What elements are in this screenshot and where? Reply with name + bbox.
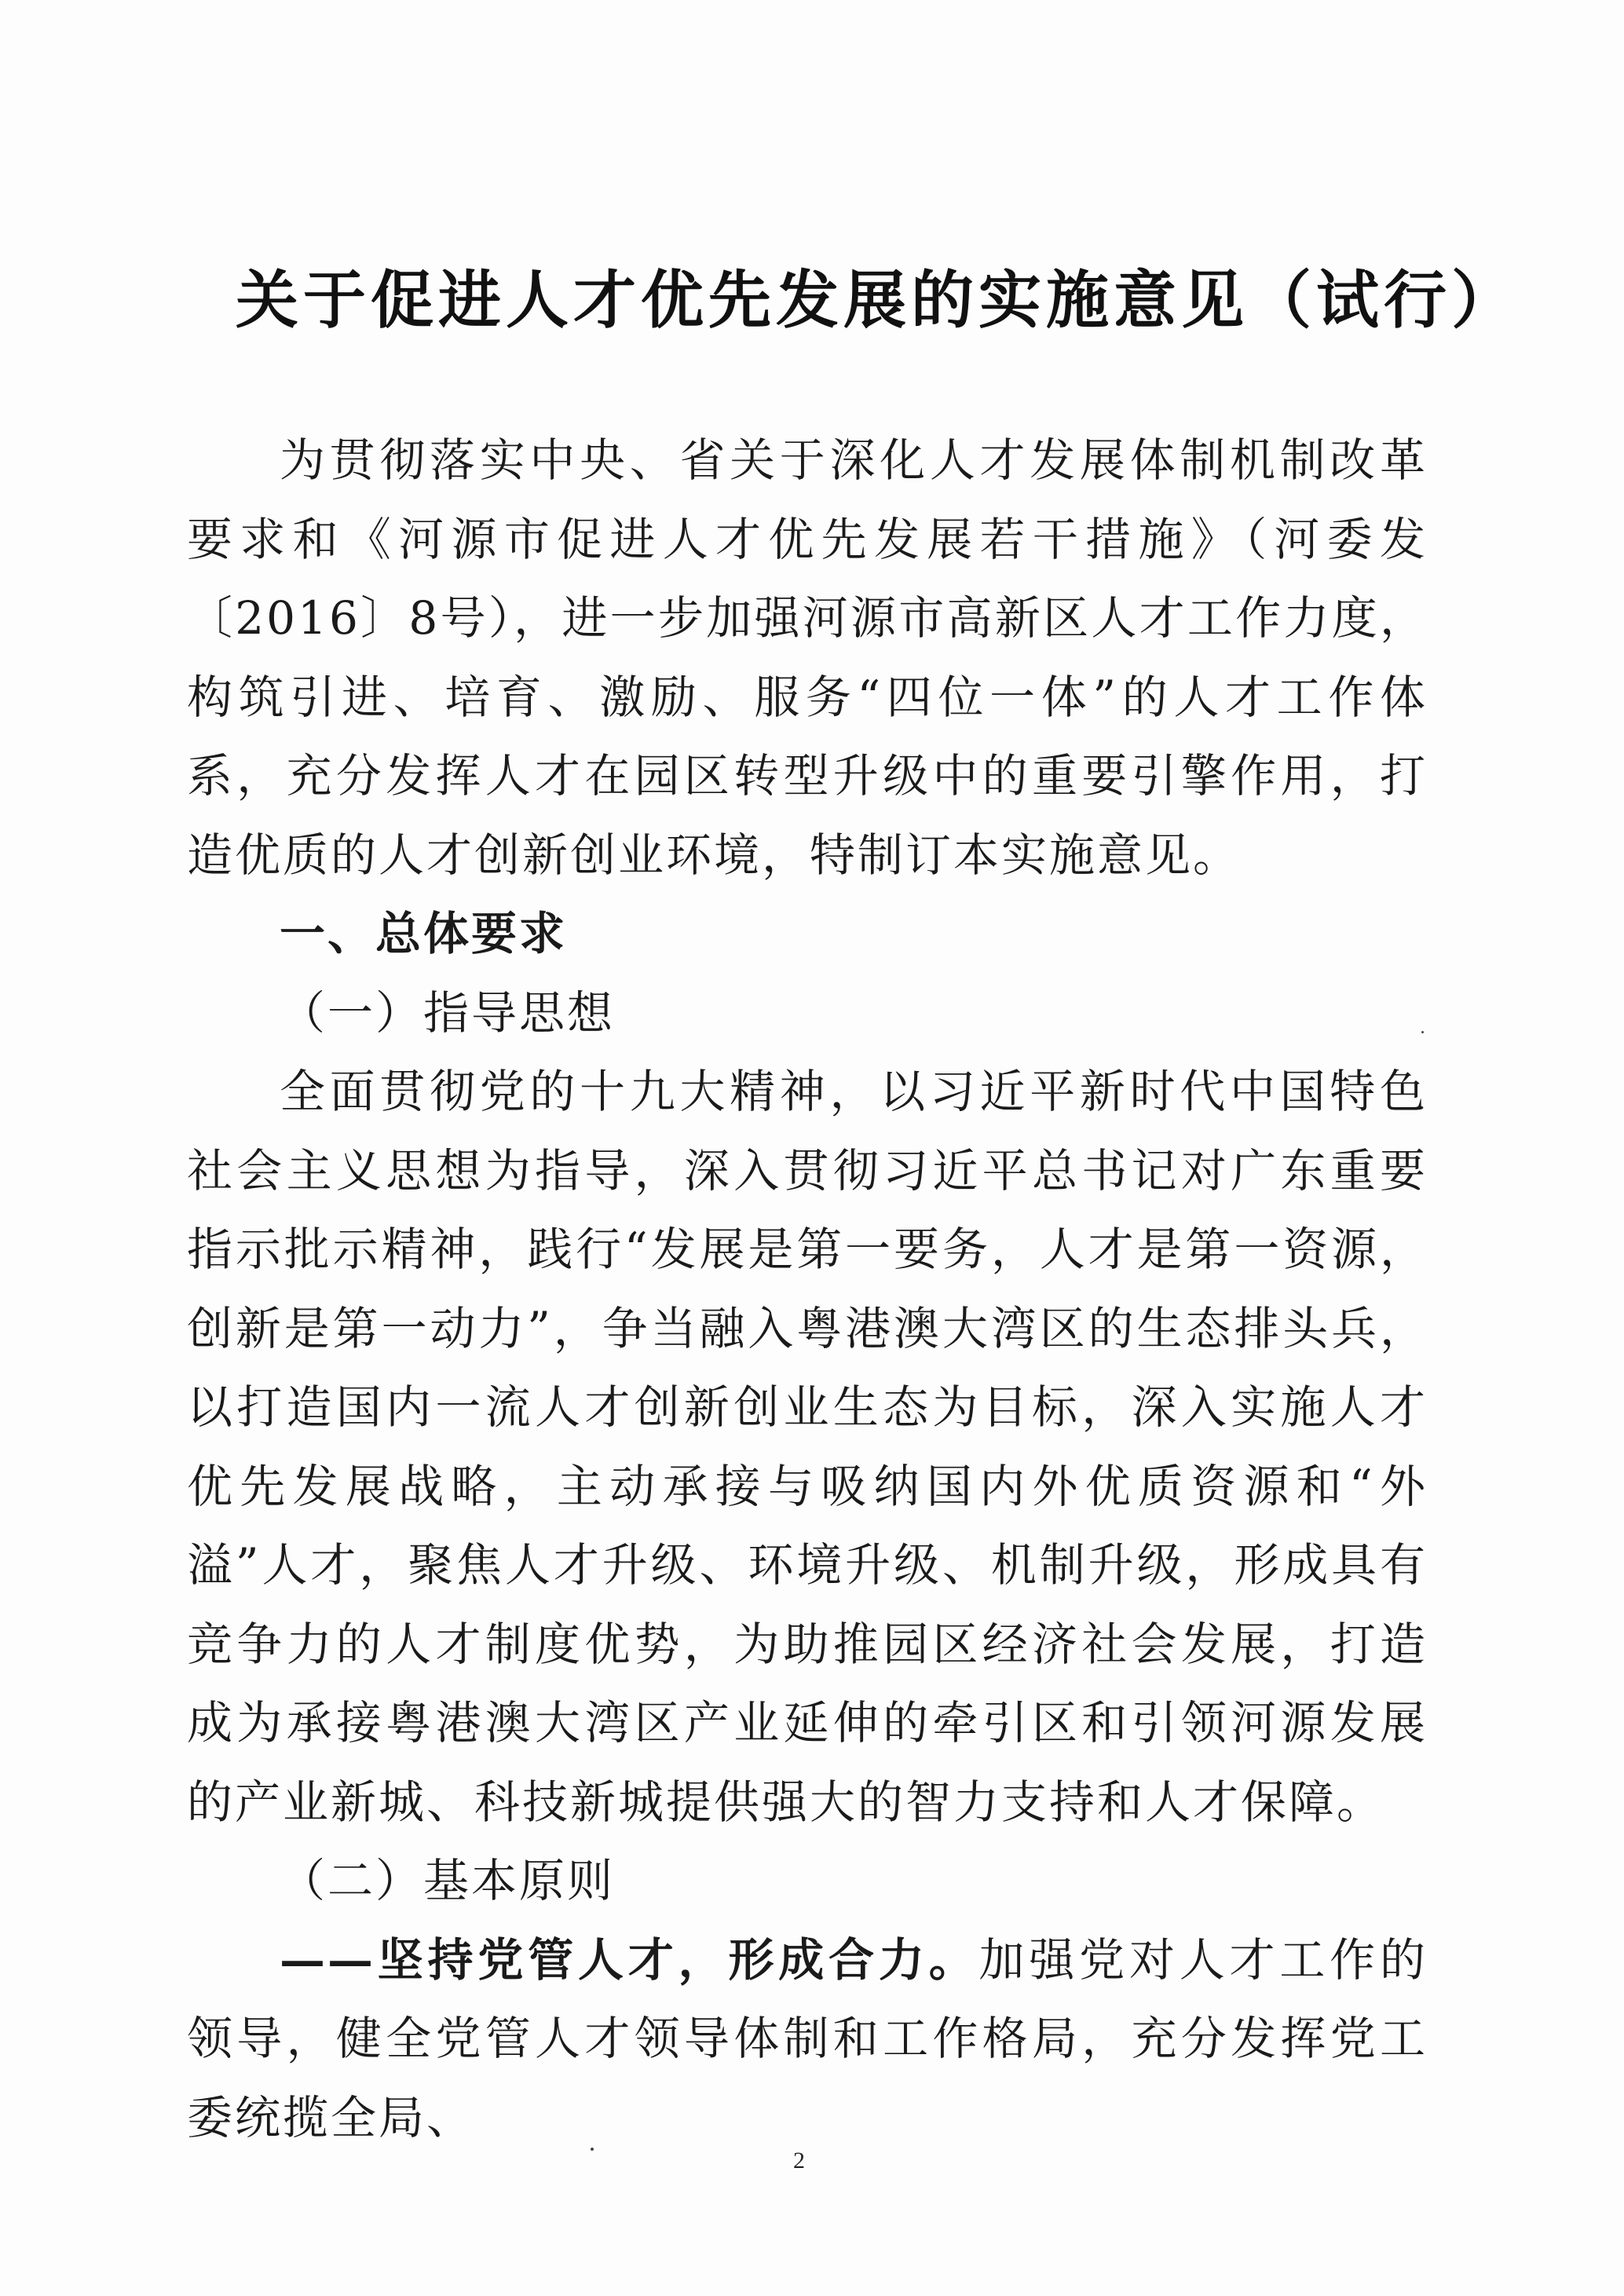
subsection-heading-guiding-ideology: （一）指导思想 [280, 985, 616, 1040]
scan-speck [1421, 1031, 1424, 1033]
principle-body: 加强党对人才工作的领导，健全党管人才领导体制和工作格局，充分发挥党工委统揽全局、 [187, 1932, 1428, 2144]
document-body [187, 421, 1428, 2157]
scan-speck [591, 2148, 594, 2151]
guiding-ideology-paragraph: 全面贯彻党的十九大精神，以习近平新时代中国特色社会主义思想为指导，深入贯彻习近平总书记对广东重要指示批示精神，践行“发展是第一要务，人才是第一资源，创新是第一动力”，争当融入粤港澳大湾区的生态排头兵，以打造国内一流人才创新创业生态为目标，深入实施人才优先发展战略，主动承接与吸纳国内外优质资源和“外溢”人才，聚焦人才升级、环境升级、机制升级，形成具有竞争力的人才制度优势，为助推园区经济社会发展，打造成为承接粤港澳大湾区产业延伸的牵引区和引领河源发展的产业新城、科技新城提供强大的智力支持和人才保障。 [187, 1065, 1428, 1829]
section-heading-general-requirements: 一、总体要求 [280, 907, 568, 960]
principle-lead: ——坚持党管人才，形成合力。 [280, 1932, 979, 1987]
subsection-heading-basic-principles: （二）基本原则 [280, 1854, 616, 1907]
intro-paragraph: 为贯彻落实中央、省关于深化人才发展体制机制改革要求和《河源市促进人才优先发展若干措施》（河委发〔2016〕8号），进一步加强河源市高新区人才工作力度，构筑引进、培育、激励、服务“四位一体”的人才工作体系，充分发挥人才在园区转型升级中的重要引擎作用，打造优质的人才创新创业环境，特制订本实施意见。 [187, 433, 1428, 882]
document-title: 关于促进人才优先发展的实施意见（试行） [236, 263, 1519, 337]
principle-paragraph [187, 1921, 1428, 2158]
page-number: 2 [793, 2148, 805, 2174]
